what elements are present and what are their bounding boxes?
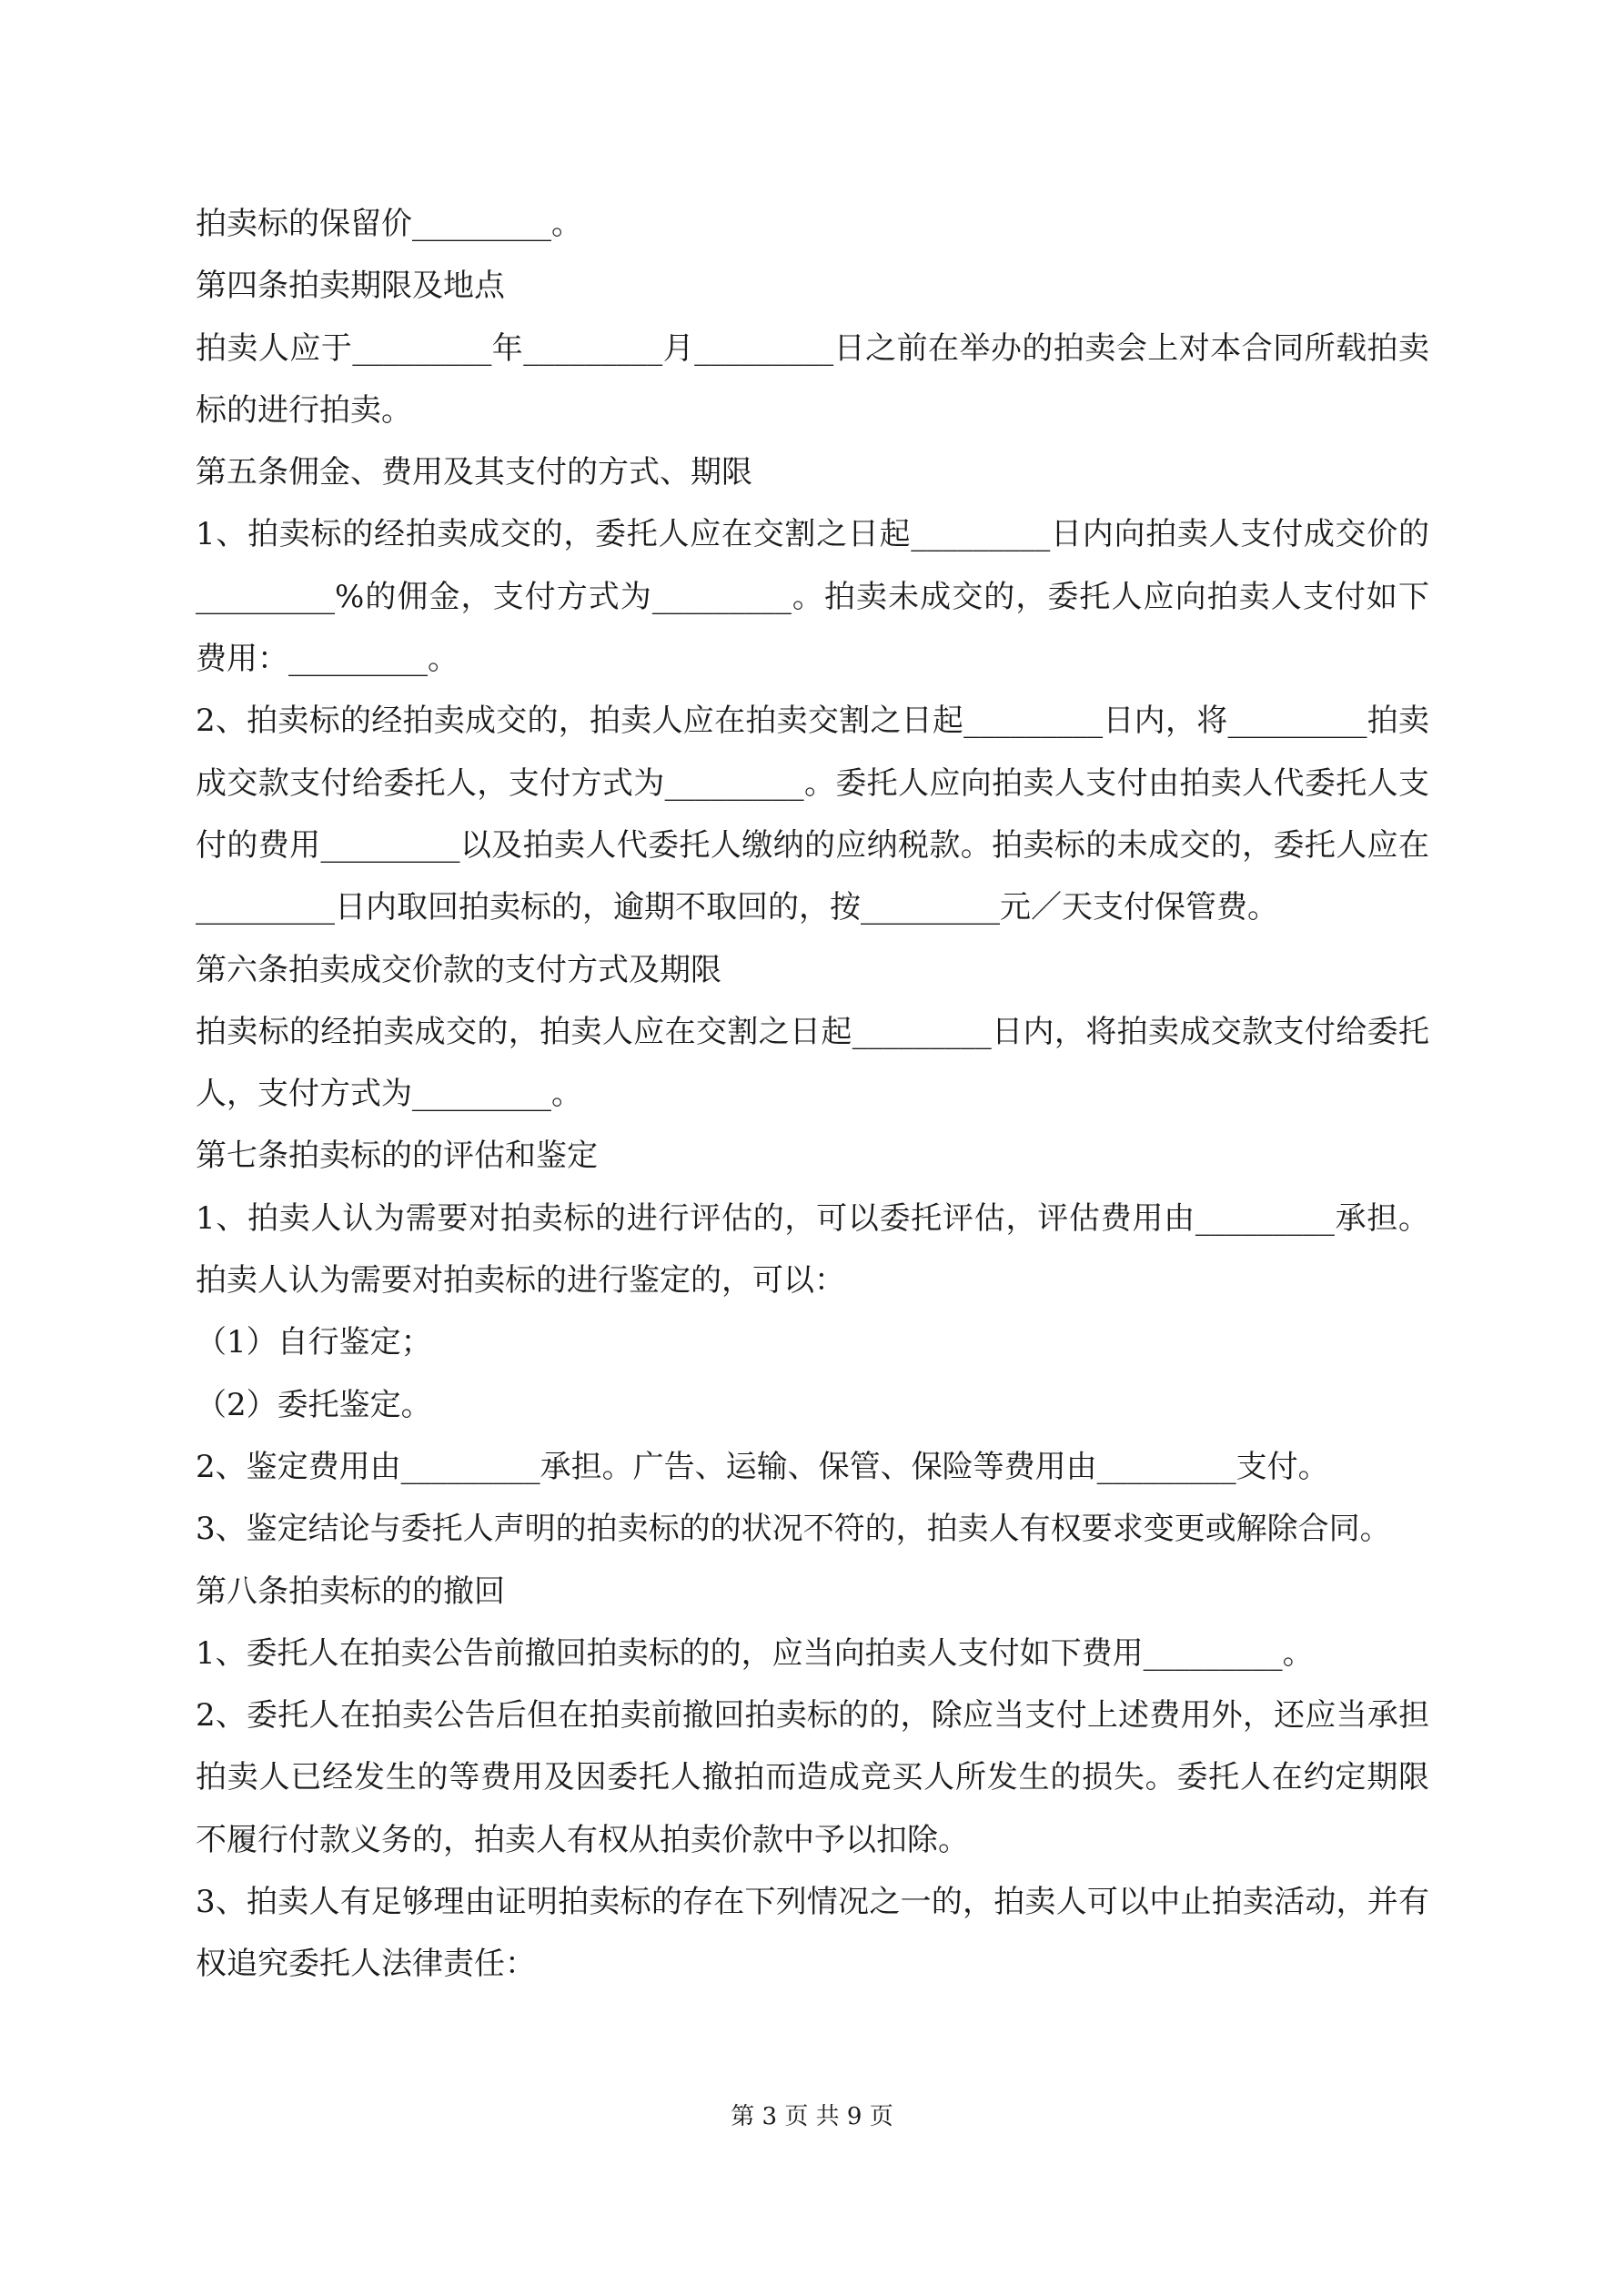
paragraph: 1、委托人在拍卖公告前撤回拍卖标的的，应当向拍卖人支付如下费用_________。 (196, 1634, 1314, 1672)
paragraph: 拍卖标的保留价_________。 (196, 206, 582, 242)
paragraph: 拍卖标的经拍卖成交的，拍卖人应在交割之日起_________日内，将拍卖成交款支付给委托人，支付方式为_________。 (196, 1013, 1429, 1113)
list-item: （2）委托鉴定。 (196, 1386, 432, 1423)
paragraph: 2、拍卖标的经拍卖成交的，拍卖人应在拍卖交割之日起_________日内，将_________拍卖成交款支付给委托人，支付方式为_________。委托人应向拍卖人支付由拍卖人代委托人支付的费用_________以及拍卖人代委托人缴纳的应纳税款。拍卖标的未成交的，委托人应在_________日内取回拍卖标的，逾期不取回的，按_________元／天支付保管费。 (196, 703, 1429, 926)
document-body (196, 193, 1429, 1996)
paragraph: 1、拍卖标的经拍卖成交的，委托人应在交割之日起_________日内向拍卖人支付成交价的_________%的佣金，支付方式为_________。拍卖未成交的，委托人应向拍卖人支付如下费用：_________。 (196, 516, 1429, 678)
article-heading: 第七条拍卖标的的评估和鉴定 (196, 1138, 598, 1175)
paragraph: 1、拍卖人认为需要对拍卖标的进行评估的，可以委托评估，评估费用由_________承担。拍卖人认为需要对拍卖标的进行鉴定的，可以： (196, 1199, 1429, 1300)
paragraph: 2、委托人在拍卖公告后但在拍卖前撤回拍卖标的的，除应当支付上述费用外，还应当承担拍卖人已经发生的等费用及因委托人撤拍而造成竞买人所发生的损失。委托人在约定期限不履行付款义务的，拍卖人有权从拍卖价款中予以扣除。 (196, 1697, 1429, 1858)
article-heading: 第四条拍卖期限及地点 (196, 268, 505, 305)
paragraph: 2、鉴定费用由_________承担。广告、运输、保管、保险等费用由_________支付。 (196, 1448, 1329, 1485)
page-footer: 第 3 页 共 9 页 (731, 2103, 893, 2130)
paragraph: 3、鉴定结论与委托人声明的拍卖标的的状况不符的，拍卖人有权要求变更或解除合同。 (196, 1511, 1391, 1548)
list-item: （1）自行鉴定； (196, 1324, 432, 1361)
article-heading: 第六条拍卖成交价款的支付方式及期限 (196, 951, 721, 988)
paragraph: 拍卖人应于_________年_________月_________日之前在举办的拍卖会上对本合同所载拍卖标的进行拍卖。 (196, 329, 1429, 429)
article-heading: 第八条拍卖标的的撤回 (196, 1573, 505, 1610)
article-heading: 第五条佣金、费用及其支付的方式、期限 (196, 454, 752, 491)
paragraph: 3、拍卖人有足够理由证明拍卖标的存在下列情况之一的，拍卖人可以中止拍卖活动，并有权追究委托人法律责任： (196, 1884, 1429, 1983)
